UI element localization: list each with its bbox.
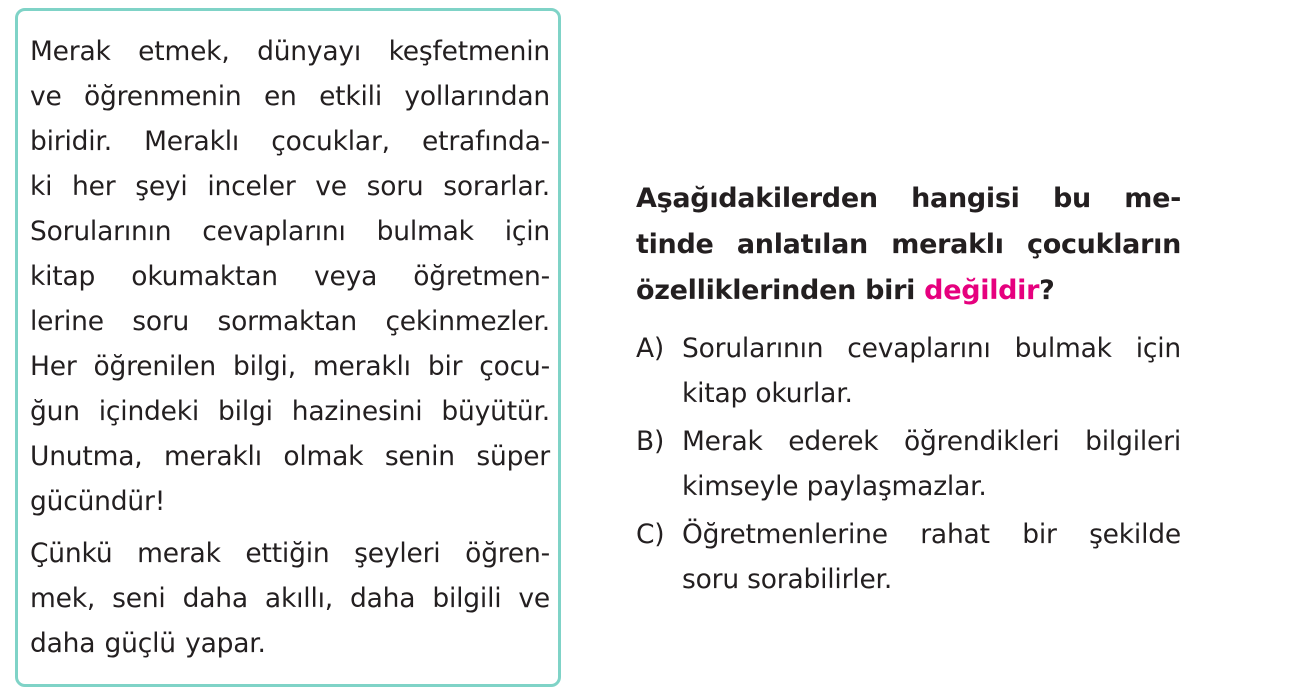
option-b-text <box>682 419 1181 509</box>
passage-line: mek, seni daha akıllı, daha bilgili ve <box>30 583 550 614</box>
answer-options <box>636 326 1181 602</box>
passage-line: Merak etmek, dünyayı keşfetmenin <box>30 36 550 67</box>
paragraph-gap <box>30 524 550 531</box>
passage-line: ki her şeyi inceler ve soru sorarlar. <box>30 171 550 202</box>
passage-line: ğun içindeki bilgi hazinesini büyütür. <box>30 396 550 427</box>
option-line: soru sorabilirler. <box>682 564 893 595</box>
question-line: tinde anlatılan meraklı çocukların <box>636 229 1181 260</box>
passage-line: kitap okumaktan veya öğretmen- <box>30 261 550 292</box>
passage-line: lerine soru sormaktan çekinmezler. <box>30 306 550 337</box>
passage-line: gücündür! <box>30 486 166 517</box>
question-line-last <box>636 268 1181 314</box>
option-b-letter: B) <box>636 426 665 457</box>
option-c-text <box>682 512 1181 602</box>
passage-line: daha güçlü yapar. <box>30 628 266 659</box>
passage-line: Çünkü merak ettiğin şeyleri öğren- <box>30 538 550 569</box>
reading-passage <box>30 29 550 666</box>
option-b[interactable] <box>636 419 1181 509</box>
option-c-letter: C) <box>636 519 665 550</box>
passage-line: Unutma, meraklı olmak senin süper <box>30 441 550 472</box>
option-line: Merak ederek öğrendikleri bilgileri <box>682 426 1181 457</box>
question-mark: ? <box>1039 275 1055 306</box>
question-stem <box>636 176 1181 314</box>
option-a-letter: A) <box>636 333 665 364</box>
passage-line: ve öğrenmenin en etkili yollarından <box>30 81 550 112</box>
option-line: Sorularının cevaplarını bulmak için <box>682 333 1181 364</box>
option-c[interactable] <box>636 512 1181 602</box>
passage-line: Her öğrenilen bilgi, meraklı bir çocu- <box>30 351 550 382</box>
question-line: Aşağıdakilerden hangisi bu me- <box>636 183 1181 214</box>
option-a[interactable] <box>636 326 1181 416</box>
passage-line: Sorularının cevaplarını bulmak için <box>30 216 550 247</box>
option-line: kitap okurlar. <box>682 378 853 409</box>
option-a-text <box>682 326 1181 416</box>
reading-passage-box <box>15 8 561 687</box>
option-line: kimseyle paylaşmazlar. <box>682 471 987 502</box>
question-area <box>636 176 1181 605</box>
option-line: Öğretmenlerine rahat bir şekilde <box>682 519 1181 550</box>
question-line-prefix: özelliklerinden biri <box>636 275 925 306</box>
question-emphasis: değildir <box>924 275 1040 306</box>
passage-line: biridir. Meraklı çocuklar, etrafında- <box>30 126 550 157</box>
